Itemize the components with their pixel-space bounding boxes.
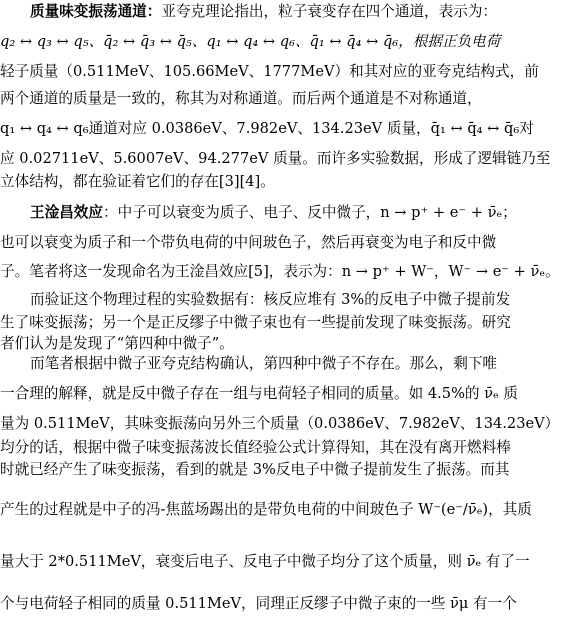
text-line — [0, 460, 565, 480]
text-segment: 应 0.02711eV、5.6007eV、94.277eV 质量。而许多实验数据，形成了逻辑链乃至 — [0, 150, 551, 167]
text-line — [0, 32, 565, 52]
text-line — [30, 2, 565, 22]
text-segment: 而笔者根据中微子亚夸克结构确认，第四种中微子不存在。那么，剩下唯 — [30, 355, 498, 372]
text-segment: 生了味变振荡；另一个是正反缪子中微子束也有一些提前发现了味变振荡。研究 — [0, 314, 511, 331]
section-heading: 质量味变振荡通道： — [30, 3, 162, 20]
text-segment: ：中子可以衰变为质子、电子、反中微子，n → p⁺ + e⁻ + ν̄ₑ； — [102, 204, 517, 221]
text-segment: 个与电荷轻子相同的质量 0.511MeV，同理正反缪子中微子束的一些 ν̄μ 有一个 — [0, 595, 517, 612]
text-segment: 而验证这个物理过程的实验数据有：核反应堆有 3%的反电子中微子提前发 — [30, 291, 511, 308]
text-line — [0, 313, 565, 333]
formula-line: q₂ ↔ q₃ ↔ q₅、q̄₂ ↔ q̄₃ ↔ q̄₅、q₁ ↔ q₄ ↔ q₆、q̄₁ ↔ q̄₄ ↔ q̄₆，根据正负电荷 — [0, 33, 501, 50]
text-line — [30, 290, 565, 310]
text-line — [0, 172, 565, 192]
text-line — [0, 149, 565, 169]
text-segment: 两个通道的质量是一致的，称其为对称通道。而后两个通道是不对称通道， — [0, 90, 482, 107]
text-line — [0, 384, 565, 404]
text-line — [0, 594, 565, 614]
text-segment: 均分的话，根据中微子味变振荡波长值经验公式计算得知，其在没有离开燃料棒 — [0, 439, 511, 456]
text-segment: 也可以衰变为质子和一个带负电荷的中间玻色子，然后再衰变为电子和反中微 — [0, 234, 497, 251]
text-line — [0, 500, 565, 520]
text-line — [0, 233, 565, 253]
text-line — [0, 119, 565, 139]
text-segment: 时就已经产生了味变振荡，看到的就是 3%反电子中微子提前发生了振荡。而其 — [0, 461, 510, 478]
text-segment: 立体结构，都在验证着它们的存在[3][4]。 — [0, 173, 275, 190]
text-segment: 一合理的解释，就是反中微子存在一组与电荷轻子相同的质量。如 4.5%的 ν̄ₑ 质 — [0, 385, 518, 402]
formula-line: q₁ ↔ q₄ ↔ q₆通道对应 0.0386eV、7.982eV、134.23eV 质量，q̄₁ ↔ q̄₄ ↔ q̄₆对 — [0, 120, 534, 137]
text-line — [0, 552, 565, 572]
text-segment: 者们认为是发现了“第四种中微子”。 — [0, 335, 234, 352]
text-line — [0, 414, 565, 434]
text-line — [0, 438, 565, 458]
text-line — [0, 334, 565, 354]
text-segment: 亚夸克理论指出，粒子衰变存在四个通道，表示为： — [161, 3, 498, 20]
text-segment: 量大于 2*0.511MeV，衰变后电子、反电子中微子均分了这个质量，则 ν̄ₑ 有了一 — [0, 553, 530, 570]
text-segment: 轻子质量（0.511MeV、105.66MeV、1777MeV）和其对应的亚夸克结构式，前 — [0, 63, 539, 80]
section-heading: 王淦昌效应 — [30, 204, 103, 221]
text-line — [0, 62, 565, 82]
text-line — [0, 262, 565, 282]
text-segment: 产生的过程就是中子的冯-焦蓝场踢出的是带负电荷的中间玻色子 W⁻(e⁻/ν̄ₑ)，其质 — [0, 501, 532, 518]
text-segment: 量为 0.511MeV，其味变振荡向另外三个质量（0.0386eV、7.982eV、134.23eV） — [0, 415, 560, 432]
text-line — [0, 89, 565, 109]
text-segment: 子。笔者将这一发现命名为王淦昌效应[5]，表示为：n → p⁺ + W⁻，W⁻ → e⁻ + ν̄ₑ。 — [0, 263, 560, 280]
text-line — [30, 203, 565, 223]
text-line — [30, 354, 565, 374]
